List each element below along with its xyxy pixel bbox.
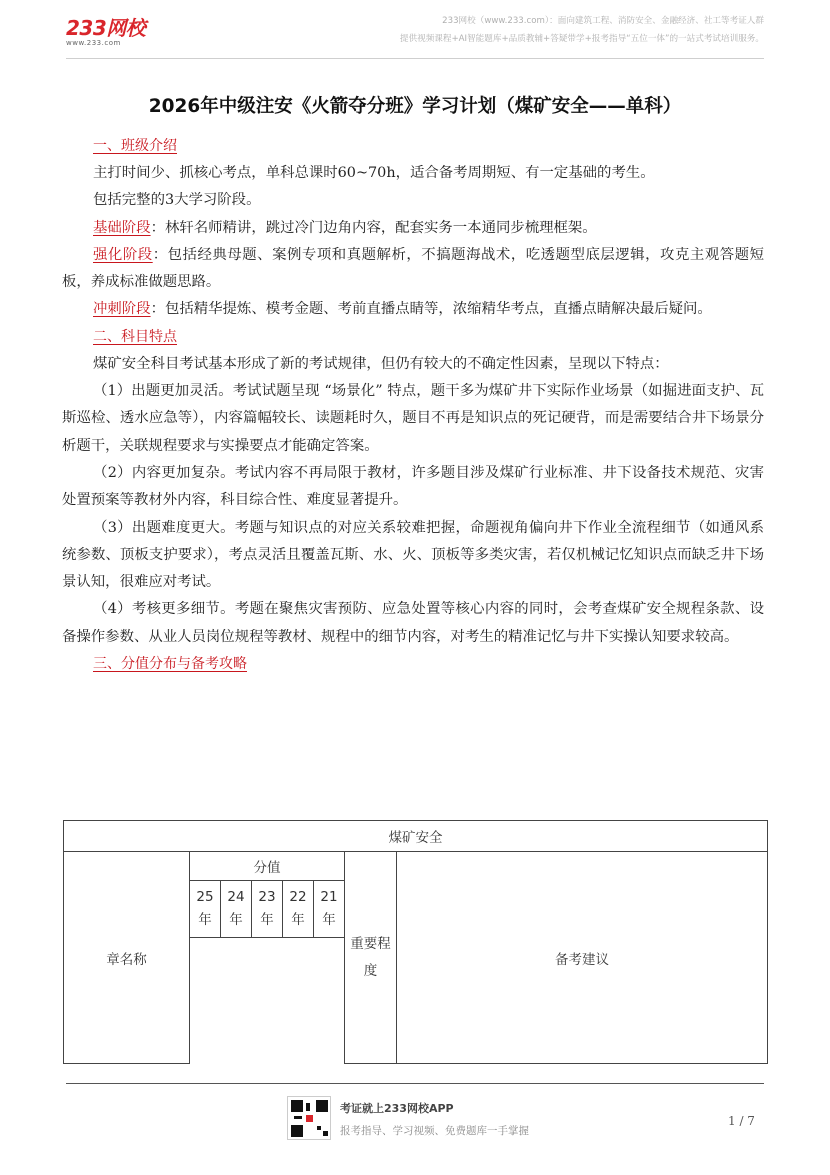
stage-text: ：林轩名师精讲，跳过冷门边角内容，配套实务一本通同步梳理框架。	[150, 219, 597, 236]
section-heading-score-distribution: 三、分值分布与备考攻略	[93, 656, 247, 673]
paragraph: 煤矿安全科目考试基本形成了新的考试规律，但仍有较大的不确定性因素，呈现以下特点：	[93, 355, 669, 372]
stage-label: 强化阶段	[93, 246, 153, 263]
header-line-2: 提供视频课程+AI智能题库+品质教辅+答疑带学+报考指导“五位一体”的一站式考试培训服务。	[399, 34, 764, 44]
stage-label: 冲刺阶段	[93, 301, 151, 318]
logo-text: 233网校	[66, 16, 146, 40]
header-description	[344, 12, 764, 48]
document-title: 2026年中级注安《火箭夺分班》学习计划（煤矿安全——单科）	[148, 96, 682, 117]
stage-intensive	[62, 242, 764, 297]
brand-logo[interactable]	[66, 12, 176, 52]
col-score: 分值	[190, 852, 345, 881]
stage-sprint	[62, 296, 764, 323]
score-cell-empty	[190, 938, 345, 1064]
app-promo-subtitle: 报考指导、学习视频、免费题库一手掌握	[340, 1125, 529, 1137]
col-importance: 重要程度	[345, 852, 397, 1064]
header-divider	[66, 58, 764, 59]
paragraph: 主打时间少、抓核心考点，单科总课时60~70h，适合备考周期短、有一定基础的考生。	[93, 165, 655, 181]
year-header: 22年	[283, 881, 314, 938]
feature-point: （4）考核更多细节。考题在聚焦灾害预防、应急处置等核心内容的同时，会考查煤矿安全规程条款、设备操作参数、从业人员岗位规程等教材、规程中的细节内容，对考生的精准记忆与井下实操认知要求较高。	[62, 601, 764, 645]
feature-point: （2）内容更加复杂。考试内容不再局限于教材，许多题目涉及煤矿行业标准、井下设备技术规范、灾害处置预案等教材外内容，科目综合性、难度显著提升。	[62, 464, 764, 509]
header-line-1: 233网校（www.233.com）：面向建筑工程、消防安全、金融经济、社工等考证人群	[442, 16, 764, 26]
qr-code-icon[interactable]	[287, 1096, 331, 1140]
feature-point: （1）出题更加灵活。考试试题呈现 “场景化” 特点，题干多为煤矿井下实际作业场景（如掘进面支护、瓦斯巡检、透水应急等），内容篇幅较长、读题耗时久，题目不再是知识点的死记硬背，而是需要结合井下场景分析题干，关联规程要求与实操要点才能确定答案。	[62, 383, 764, 454]
section-heading-subject-features: 二、科目特点	[93, 328, 177, 345]
score-table	[63, 820, 768, 1064]
footer-divider	[66, 1083, 764, 1084]
stage-text: ：包括经典母题、案例专项和真题解析，不搞题海战术，吃透题型底层逻辑，攻克主观答题短板，养成标准做题思路。	[62, 246, 764, 291]
year-header: 21年	[314, 881, 345, 938]
app-promo-title: 考证就上233网校APP	[340, 1102, 454, 1115]
section-heading-class-intro: 一、班级介绍	[93, 138, 177, 154]
document-body	[62, 133, 764, 678]
year-header: 25年	[190, 881, 221, 938]
table-title: 煤矿安全	[64, 821, 768, 852]
paragraph: 包括完整的3大学习阶段。	[93, 192, 261, 209]
year-header: 24年	[221, 881, 252, 938]
stage-basic	[62, 215, 764, 242]
score-table-wrapper	[63, 820, 768, 1064]
col-chapter-name: 章名称	[64, 852, 190, 1064]
col-advice: 备考建议	[397, 852, 768, 1064]
logo-url: www.233.com	[66, 39, 121, 47]
year-header: 23年	[252, 881, 283, 938]
stage-label: 基础阶段	[93, 219, 151, 236]
feature-point: （3）出题难度更大。考题与知识点的对应关系较难把握，命题视角偏向井下作业全流程细节（如通风系统参数、顶板支护要求），考点灵活且覆盖瓦斯、水、火、顶板等多类灾害，若仅机械记忆知识点而缺乏井下场景认知，很难应对考试。	[62, 519, 764, 591]
page-number: 1 / 7	[728, 1114, 755, 1128]
page-header	[66, 8, 764, 60]
stage-text: ：包括精华提炼、模考金题、考前直播点睛等，浓缩精华考点，直播点睛解决最后疑问。	[150, 301, 712, 318]
